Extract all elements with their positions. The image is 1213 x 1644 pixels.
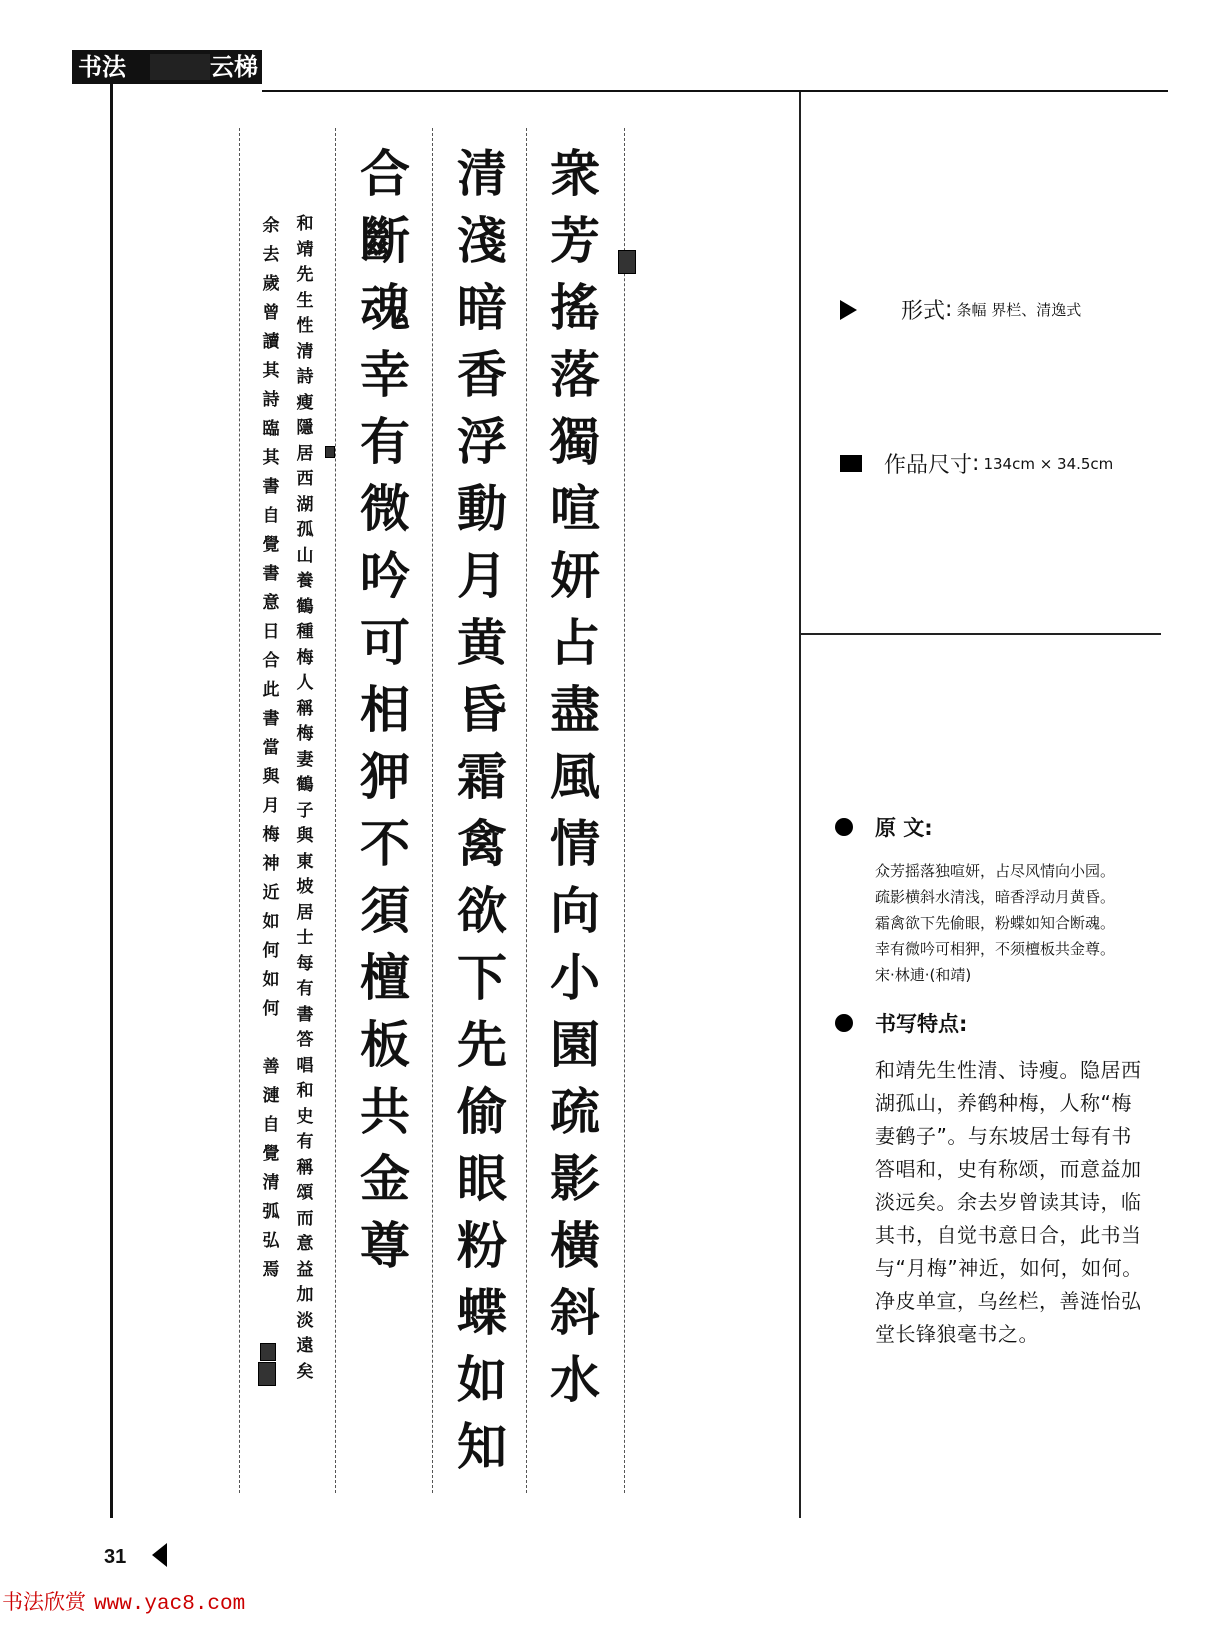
column-divider bbox=[799, 92, 801, 1518]
grid-line bbox=[624, 128, 625, 1493]
seal-stamp bbox=[258, 1362, 276, 1386]
inscription-char: 有 bbox=[296, 1132, 314, 1152]
inscription-char: 梅 bbox=[296, 647, 314, 668]
bullet-icon bbox=[835, 818, 853, 836]
page-number: 31 bbox=[104, 1546, 127, 1568]
grid-line bbox=[526, 128, 527, 1493]
inscription-char: 隱 bbox=[296, 418, 314, 438]
inscription-char: 自 bbox=[262, 1115, 280, 1135]
inscription-char: 清 bbox=[262, 1173, 280, 1193]
size-row: 作品尺寸 : 134cm × 34.5cm bbox=[840, 448, 1113, 479]
inscription-char: 居 bbox=[296, 902, 314, 923]
calligraphy-column-3 bbox=[350, 140, 420, 1279]
inscription-char: 此 bbox=[262, 680, 280, 700]
inscription-char: 瘦 bbox=[296, 392, 314, 413]
calligraphy-char: 月 bbox=[457, 546, 507, 605]
inscription-char: 梅 bbox=[262, 825, 280, 845]
calligraphy-char: 須 bbox=[360, 881, 410, 940]
inscription-char: 妻 bbox=[296, 749, 314, 770]
inscription-char: 覺 bbox=[262, 535, 280, 555]
inscription-char: 詩 bbox=[262, 390, 280, 410]
info-divider bbox=[799, 633, 1161, 635]
section-header-bar bbox=[72, 50, 262, 84]
calligraphy-char: 狎 bbox=[360, 747, 410, 806]
inscription-char: 稱 bbox=[296, 1157, 314, 1178]
top-rule bbox=[262, 90, 1168, 92]
calligraphy-char: 占 bbox=[550, 613, 600, 672]
header-left-label: 书法 bbox=[78, 53, 126, 81]
watermark-url[interactable]: www.yac8.com bbox=[94, 1593, 246, 1616]
inscription-char: 弧 bbox=[262, 1202, 280, 1222]
calligraphy-char: 獨 bbox=[550, 412, 600, 471]
form-row: 形式 : 条幅 界栏、清逸式 bbox=[840, 294, 1081, 325]
calligraphy-char: 尊 bbox=[360, 1216, 410, 1275]
inscription-char: 書 bbox=[262, 564, 280, 584]
calligraphy-char: 霜 bbox=[457, 747, 507, 806]
header-decoration bbox=[150, 54, 210, 80]
form-label: 形式 bbox=[901, 299, 946, 324]
inscription-char: 遠 bbox=[296, 1336, 314, 1356]
calligraphy-char: 有 bbox=[360, 412, 410, 471]
square-icon bbox=[840, 455, 862, 472]
inscription-char: 史 bbox=[296, 1106, 314, 1127]
calligraphy-char: 影 bbox=[550, 1149, 600, 1208]
inscription-char: 子 bbox=[296, 800, 314, 821]
original-text-body: 众芳摇落独喧妍，占尽风情向小园。 疏影横斜水清浅，暗香浮动月黄昏。 霜禽欲下先偷眼，粉蝶如知合断魂。 幸有微吟可相狎，不须檀板共金尊。 宋·林逋·(和靖) bbox=[875, 858, 1175, 988]
calligraphy-char: 金 bbox=[360, 1149, 410, 1208]
calligraphy-char: 禽 bbox=[457, 814, 507, 873]
inscription-char: 去 bbox=[262, 245, 280, 265]
grid-line bbox=[335, 128, 336, 1493]
inscription-char: 有 bbox=[296, 979, 314, 999]
calligraphy-char: 喧 bbox=[550, 479, 600, 538]
inscription-char: 每 bbox=[296, 953, 314, 974]
calligraphy-char: 偷 bbox=[457, 1082, 507, 1141]
calligraphy-char: 動 bbox=[457, 479, 507, 538]
inscription-char: 而 bbox=[296, 1208, 314, 1229]
calligraphy-column-2 bbox=[447, 140, 517, 1480]
inscription-char: 士 bbox=[296, 928, 314, 948]
inscription-char: 當 bbox=[262, 738, 280, 758]
inscription-char: 意 bbox=[296, 1234, 314, 1254]
inscription-char: 生 bbox=[296, 290, 314, 311]
inscription-char: 詩 bbox=[296, 367, 314, 387]
calligraphy-char: 相 bbox=[360, 680, 410, 739]
seal-stamp bbox=[260, 1343, 276, 1361]
left-border-rule bbox=[110, 84, 113, 1518]
inscription-char: 善 bbox=[262, 1057, 280, 1077]
inscription-char: 稱 bbox=[296, 698, 314, 719]
calligraphy-char: 先 bbox=[457, 1015, 507, 1074]
features-heading: 书写特点: bbox=[835, 1008, 967, 1038]
inscription-char: 性 bbox=[296, 316, 314, 336]
inscription-char: 頌 bbox=[296, 1183, 314, 1203]
inscription-char: 書 bbox=[296, 1004, 314, 1025]
calligraphy-char: 搖 bbox=[550, 278, 600, 337]
calligraphy-char: 昏 bbox=[457, 680, 507, 739]
calligraphy-char: 斜 bbox=[550, 1283, 600, 1342]
calligraphy-char: 斷 bbox=[360, 211, 410, 270]
watermark: 书法欣赏 www.yac8.com bbox=[2, 1590, 246, 1616]
inscription-char: 鶴 bbox=[296, 596, 314, 617]
inscription-char: 神 bbox=[262, 854, 280, 874]
inscription-char: 何 bbox=[262, 941, 280, 961]
inscription-char: 唱 bbox=[296, 1055, 314, 1076]
inscription-char: 與 bbox=[296, 826, 314, 846]
calligraphy-char: 共 bbox=[360, 1082, 410, 1141]
inscription-char: 覺 bbox=[262, 1144, 280, 1164]
calligraphy-char: 暗 bbox=[457, 278, 507, 337]
calligraphy-char: 風 bbox=[550, 747, 600, 806]
inscription-char: 讀 bbox=[262, 332, 280, 352]
inscription-char: 東 bbox=[296, 851, 314, 872]
inscription-char: 居 bbox=[296, 443, 314, 464]
calligraphy-char: 落 bbox=[550, 345, 600, 404]
poem-attribution: 宋·林逋·(和靖) bbox=[875, 966, 972, 984]
calligraphy-char: 水 bbox=[550, 1350, 600, 1409]
size-label: 作品尺寸 bbox=[884, 453, 973, 478]
inscription-char: 曾 bbox=[262, 303, 280, 323]
inscription-char: 鶴 bbox=[296, 775, 314, 795]
inscription-char: 孤 bbox=[296, 520, 314, 540]
calligraphy-char: 疏 bbox=[550, 1082, 600, 1141]
inscription-char: 人 bbox=[296, 673, 314, 693]
calligraphy-char: 吟 bbox=[360, 546, 410, 605]
inscription-char: 靖 bbox=[296, 239, 314, 260]
inscription-char: 余 bbox=[262, 216, 280, 236]
calligraphy-char: 淺 bbox=[457, 211, 507, 270]
calligraphy-column-1 bbox=[540, 140, 610, 1413]
features-body: 和靖先生性清、诗瘦。隐居西 湖孤山，养鹤种梅，人称“梅 妻鹤子”。与东坡居士每有书 答唱和，史有称颂，而意益加 淡远矣。余去岁曾读其诗，临 其书，自觉书意日合，此书当 与“月梅”神近，如何，如何。 净皮单宣，乌丝栏，善涟怡弘 堂长锋狼毫书之。 bbox=[875, 1058, 1143, 1346]
inscription-char: 歲 bbox=[262, 274, 280, 294]
calligraphy-char: 粉 bbox=[457, 1216, 507, 1275]
calligraphy-char: 小 bbox=[550, 948, 600, 1007]
inscription-char: 如 bbox=[262, 970, 280, 990]
calligraphy-char: 橫 bbox=[550, 1216, 600, 1275]
grid-line bbox=[432, 128, 433, 1493]
inscription-char: 先 bbox=[296, 265, 314, 285]
inscription-char: 西 bbox=[296, 469, 314, 489]
inscription-char: 益 bbox=[296, 1259, 314, 1280]
inscription-char: 焉 bbox=[262, 1260, 280, 1280]
calligraphy-char: 檀 bbox=[360, 948, 410, 1007]
calligraphy-char: 幸 bbox=[360, 345, 410, 404]
size-value: 134cm × 34.5cm bbox=[983, 454, 1114, 473]
inscription-char: 加 bbox=[296, 1285, 314, 1305]
inscription-char: 山 bbox=[296, 545, 314, 566]
calligraphy-char: 黄 bbox=[457, 613, 507, 672]
calligraphy-char: 可 bbox=[360, 613, 410, 672]
calligraphy-char: 欲 bbox=[457, 881, 507, 940]
calligraphy-char: 知 bbox=[457, 1417, 507, 1476]
inscription-char: 梅 bbox=[296, 724, 314, 744]
calligraphy-char: 眼 bbox=[457, 1149, 507, 1208]
calligraphy-char: 清 bbox=[457, 144, 507, 203]
inscription-char: 書 bbox=[262, 709, 280, 729]
inscription-char: 坡 bbox=[296, 877, 314, 897]
form-value: 条幅 界栏、清逸式 bbox=[956, 301, 1082, 319]
inscription-char: 其 bbox=[262, 361, 280, 381]
inscription-char: 臨 bbox=[262, 419, 280, 439]
inscription-char: 答 bbox=[296, 1030, 314, 1050]
calligraphy-char: 合 bbox=[360, 144, 410, 203]
calligraphy-char: 向 bbox=[550, 881, 600, 940]
inscription-char: 漣 bbox=[262, 1086, 280, 1106]
inscription-char: 和 bbox=[296, 1081, 314, 1101]
triangle-left-icon bbox=[152, 1543, 167, 1567]
inscription-char: 矣 bbox=[296, 1361, 314, 1382]
inscription-column-1 bbox=[290, 212, 320, 1385]
original-text-heading: 原 文: bbox=[835, 812, 933, 842]
inscription-char: 清 bbox=[296, 341, 314, 362]
calligraphy-char: 板 bbox=[360, 1015, 410, 1074]
calligraphy-char: 妍 bbox=[550, 546, 600, 605]
inscription-char: 書 bbox=[262, 477, 280, 497]
inscription-char: 弘 bbox=[262, 1231, 280, 1251]
calligraphy-char: 盡 bbox=[550, 680, 600, 739]
inscription-char: 自 bbox=[262, 506, 280, 526]
calligraphy-char: 魂 bbox=[360, 278, 410, 337]
inscription-char: 其 bbox=[262, 448, 280, 468]
inscription-char: 淡 bbox=[296, 1310, 314, 1331]
inscription-char: 意 bbox=[262, 593, 280, 613]
seal-stamp bbox=[325, 446, 335, 458]
calligraphy-char: 浮 bbox=[457, 412, 507, 471]
calligraphy-char: 蝶 bbox=[457, 1283, 507, 1342]
calligraphy-char: 香 bbox=[457, 345, 507, 404]
inscription-char: 日 bbox=[262, 622, 280, 642]
inscription-char: 月 bbox=[262, 796, 280, 816]
seal-stamp bbox=[618, 250, 636, 274]
calligraphy-char: 下 bbox=[457, 948, 507, 1007]
inscription-char: 與 bbox=[262, 767, 280, 787]
calligraphy-char: 園 bbox=[550, 1015, 600, 1074]
header-right-label: 云梯 bbox=[210, 53, 258, 81]
inscription-char bbox=[268, 1024, 274, 1053]
calligraphy-char: 如 bbox=[457, 1350, 507, 1409]
inscription-char: 和 bbox=[296, 214, 314, 234]
inscription-char: 湖 bbox=[296, 494, 314, 515]
calligraphy-char: 微 bbox=[360, 479, 410, 538]
inscription-char: 合 bbox=[262, 651, 280, 671]
inscription-char: 養 bbox=[296, 571, 314, 591]
inscription-char: 何 bbox=[262, 999, 280, 1019]
calligraphy-char: 情 bbox=[550, 814, 600, 873]
calligraphy-char: 不 bbox=[360, 814, 410, 873]
bullet-icon bbox=[835, 1014, 853, 1032]
triangle-right-icon bbox=[840, 300, 879, 320]
calligraphy-char: 芳 bbox=[550, 211, 600, 270]
inscription-char: 種 bbox=[296, 622, 314, 642]
inscription-char: 如 bbox=[262, 912, 280, 932]
inscription-char: 近 bbox=[262, 883, 280, 903]
inscription-column-2 bbox=[256, 212, 286, 1285]
calligraphy-char: 衆 bbox=[550, 144, 600, 203]
grid-line bbox=[239, 128, 240, 1493]
